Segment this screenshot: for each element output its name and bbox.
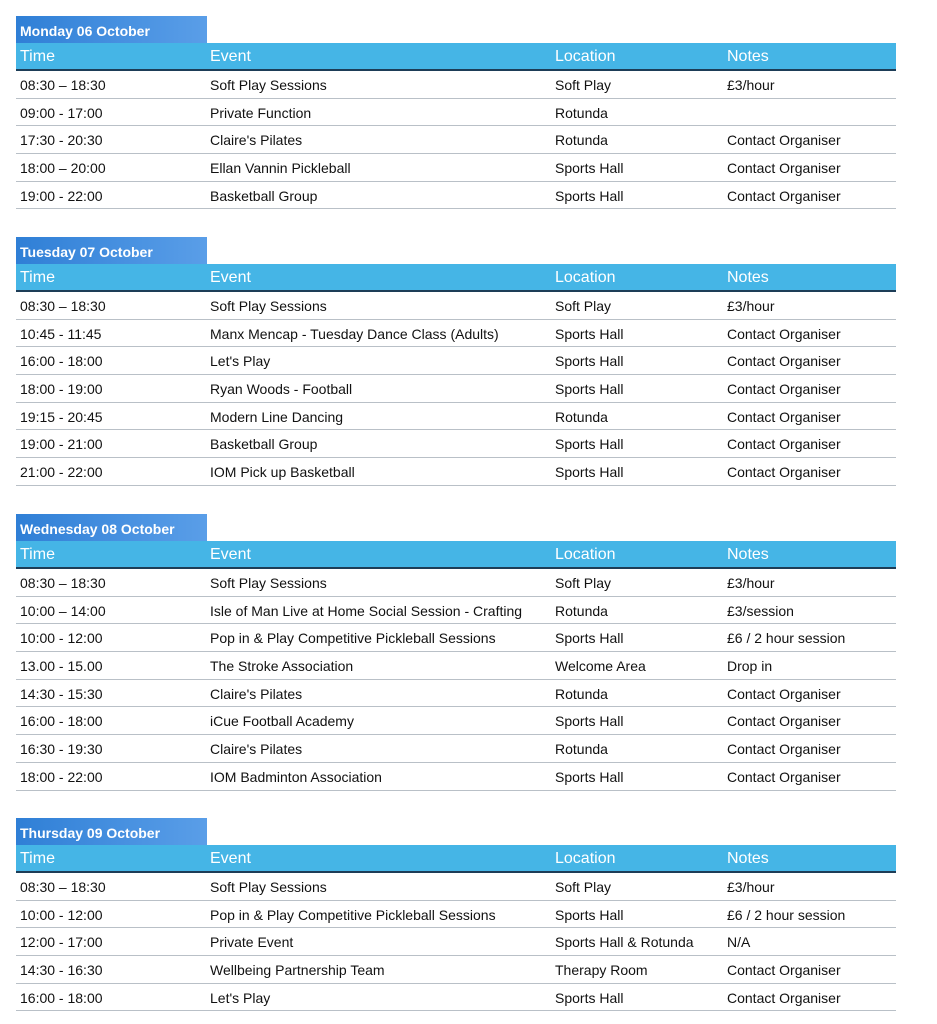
column-header-time: Time (20, 546, 55, 563)
table-row (16, 707, 896, 735)
cell-time: 14:30 - 15:30 (20, 685, 103, 702)
cell-notes: Contact Organiser (727, 132, 841, 149)
cell-location: Sports Hall (555, 353, 624, 370)
cell-location: Sports Hall (555, 713, 624, 730)
cell-location: Soft Play (555, 879, 612, 895)
cell-time: 18:00 – 20:00 (20, 160, 106, 177)
cell-location: Rotunda (555, 741, 608, 758)
cell-location: Sports Hall (555, 906, 624, 923)
table-header (16, 541, 896, 569)
day-title: Monday 06 October (16, 16, 207, 43)
cell-location: Soft Play (555, 575, 612, 591)
table-row (16, 873, 896, 901)
table-row (16, 403, 896, 431)
cell-notes: Contact Organiser (727, 685, 841, 702)
cell-time: 10:00 - 12:00 (20, 630, 103, 647)
cell-location: Rotunda (555, 408, 608, 425)
cell-location: Rotunda (555, 602, 608, 619)
cell-notes: N/A (727, 934, 751, 951)
cell-event: Wellbeing Partnership Team (210, 962, 385, 979)
cell-event: Soft Play Sessions (210, 575, 327, 591)
cell-notes: £6 / 2 hour session (727, 906, 846, 923)
table-row (16, 928, 896, 956)
cell-time: 13.00 - 15.00 (20, 658, 103, 675)
cell-location: Sports Hall (555, 989, 624, 1006)
table-row (16, 901, 896, 929)
table-row (16, 680, 896, 708)
cell-time: 08:30 – 18:30 (20, 77, 106, 93)
table-row (16, 652, 896, 680)
cell-event: Let's Play (210, 353, 271, 370)
cell-event: Soft Play Sessions (210, 77, 327, 93)
cell-event: Pop in & Play Competitive Pickleball Sessions (210, 630, 496, 647)
cell-location: Sports Hall (555, 325, 624, 342)
cell-event: Private Function (210, 104, 312, 121)
cell-location: Rotunda (555, 685, 608, 702)
column-header-location: Location (555, 546, 616, 563)
day-title: Tuesday 07 October (16, 237, 207, 264)
cell-event: Ellan Vannin Pickleball (210, 160, 351, 177)
column-header-event: Event (210, 48, 251, 65)
table-row (16, 154, 896, 182)
cell-event: Ryan Woods - Football (210, 381, 353, 398)
table-row (16, 984, 896, 1012)
day-block-thursday (16, 818, 896, 1011)
table-row (16, 292, 896, 320)
cell-event: The Stroke Association (210, 658, 354, 675)
cell-location: Sports Hall & Rotunda (555, 934, 694, 951)
cell-location: Sports Hall (555, 187, 624, 204)
cell-time: 16:30 - 19:30 (20, 741, 103, 758)
cell-location: Soft Play (555, 77, 612, 93)
cell-time: 17:30 - 20:30 (20, 132, 103, 149)
column-header-time: Time (20, 48, 55, 65)
column-header-time: Time (20, 850, 55, 867)
column-header-location: Location (555, 269, 616, 286)
cell-time: 08:30 – 18:30 (20, 298, 106, 314)
cell-event: Let's Play (210, 989, 271, 1006)
cell-location: Sports Hall (555, 381, 624, 398)
cell-location: Sports Hall (555, 768, 624, 785)
cell-notes: Contact Organiser (727, 436, 841, 453)
cell-time: 08:30 – 18:30 (20, 879, 106, 895)
cell-time: 19:00 - 22:00 (20, 187, 103, 204)
cell-time: 10:00 – 14:00 (20, 602, 106, 619)
cell-event: Basketball Group (210, 187, 318, 204)
cell-event: Soft Play Sessions (210, 879, 327, 895)
table-row (16, 71, 896, 99)
cell-event: Claire's Pilates (210, 685, 303, 702)
cell-notes: Contact Organiser (727, 408, 841, 425)
cell-time: 10:45 - 11:45 (20, 325, 102, 342)
table-row (16, 624, 896, 652)
cell-event: Claire's Pilates (210, 132, 303, 149)
cell-notes: Contact Organiser (727, 353, 841, 370)
table-row (16, 320, 896, 348)
column-header-event: Event (210, 850, 251, 867)
column-header-location: Location (555, 48, 616, 65)
cell-location: Sports Hall (555, 436, 624, 453)
day-title: Wednesday 08 October (16, 514, 207, 541)
cell-event: iCue Football Academy (210, 713, 354, 730)
day-block-wednesday (16, 514, 896, 791)
cell-event: Manx Mencap - Tuesday Dance Class (Adults) (210, 325, 499, 342)
cell-location: Sports Hall (555, 464, 624, 481)
cell-event: IOM Pick up Basketball (210, 464, 355, 481)
cell-notes: Drop in (727, 658, 773, 675)
day-block-monday (16, 16, 896, 209)
cell-notes: Contact Organiser (727, 713, 841, 730)
table-row (16, 763, 896, 791)
table-row (16, 375, 896, 403)
cell-time: 19:00 - 21:00 (20, 436, 103, 453)
column-header-event: Event (210, 546, 251, 563)
column-header-notes: Notes (727, 546, 769, 563)
table-row (16, 430, 896, 458)
cell-notes: £3/hour (727, 575, 775, 591)
table-row (16, 126, 896, 154)
cell-location: Therapy Room (555, 962, 648, 979)
column-header-time: Time (20, 269, 55, 286)
cell-notes: Contact Organiser (727, 962, 841, 979)
cell-event: IOM Badminton Association (210, 768, 382, 785)
cell-event: Pop in & Play Competitive Pickleball Sessions (210, 906, 496, 923)
cell-time: 16:00 - 18:00 (20, 989, 103, 1006)
cell-notes: £6 / 2 hour session (727, 630, 846, 647)
cell-time: 19:15 - 20:45 (20, 408, 103, 425)
cell-notes: £3/hour (727, 879, 775, 895)
table-header (16, 43, 896, 71)
cell-notes: Contact Organiser (727, 187, 841, 204)
column-header-notes: Notes (727, 48, 769, 65)
cell-notes: Contact Organiser (727, 741, 841, 758)
table-row (16, 99, 896, 127)
cell-time: 16:00 - 18:00 (20, 713, 103, 730)
cell-event: Isle of Man Live at Home Social Session - Crafting (210, 602, 523, 619)
day-title: Thursday 09 October (16, 818, 207, 845)
column-header-location: Location (555, 850, 616, 867)
cell-notes: Contact Organiser (727, 381, 841, 398)
cell-event: Private Event (210, 934, 294, 951)
cell-time: 18:00 - 19:00 (20, 381, 103, 398)
cell-location: Rotunda (555, 132, 608, 149)
cell-time: 08:30 – 18:30 (20, 575, 106, 591)
cell-time: 14:30 - 16:30 (20, 962, 103, 979)
cell-notes: £3/hour (727, 298, 775, 314)
cell-event: Soft Play Sessions (210, 298, 327, 314)
table-row (16, 458, 896, 486)
table-row (16, 735, 896, 763)
cell-location: Sports Hall (555, 160, 624, 177)
cell-event: Basketball Group (210, 436, 318, 453)
cell-location: Welcome Area (555, 658, 646, 675)
cell-time: 21:00 - 22:00 (20, 464, 103, 481)
cell-notes: Contact Organiser (727, 768, 841, 785)
column-header-notes: Notes (727, 850, 769, 867)
cell-time: 10:00 - 12:00 (20, 906, 103, 923)
cell-notes: Contact Organiser (727, 160, 841, 177)
cell-time: 16:00 - 18:00 (20, 353, 103, 370)
column-header-notes: Notes (727, 269, 769, 286)
cell-notes: Contact Organiser (727, 325, 841, 342)
column-header-event: Event (210, 269, 251, 286)
cell-time: 12:00 - 17:00 (20, 934, 103, 951)
table-row (16, 956, 896, 984)
cell-time: 09:00 - 17:00 (20, 104, 103, 121)
table-row (16, 597, 896, 625)
cell-location: Soft Play (555, 298, 612, 314)
table-header (16, 264, 896, 292)
table-header (16, 845, 896, 873)
cell-notes: Contact Organiser (727, 464, 841, 481)
cell-event: Claire's Pilates (210, 741, 303, 758)
table-row (16, 569, 896, 597)
cell-event: Modern Line Dancing (210, 408, 344, 425)
table-row (16, 182, 896, 210)
cell-time: 18:00 - 22:00 (20, 768, 103, 785)
cell-notes: Contact Organiser (727, 989, 841, 1006)
table-row (16, 347, 896, 375)
day-block-tuesday (16, 237, 896, 486)
cell-location: Rotunda (555, 104, 608, 121)
cell-notes: £3/session (727, 602, 794, 619)
cell-location: Sports Hall (555, 630, 624, 647)
cell-notes: £3/hour (727, 77, 775, 93)
